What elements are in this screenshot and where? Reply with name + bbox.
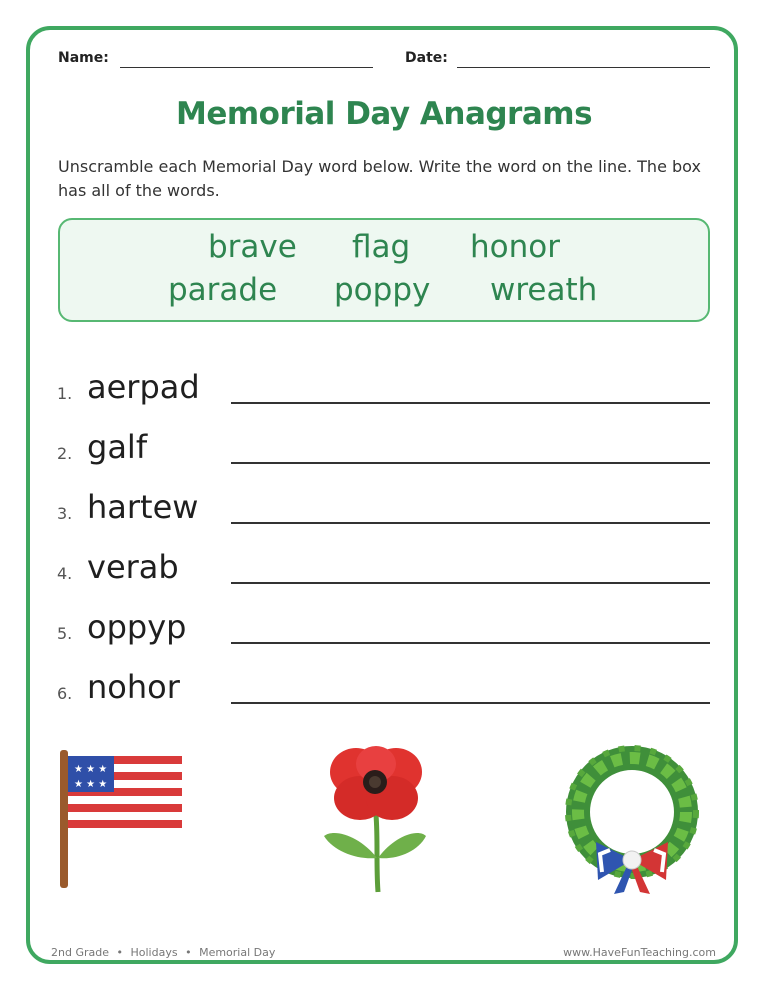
footer-topic: Memorial Day: [199, 946, 276, 959]
footer-separator: •: [116, 946, 123, 959]
answer-line[interactable]: [231, 462, 710, 464]
poppy-flower-icon: [320, 740, 430, 895]
word-bank-item: parade: [168, 272, 278, 308]
footer-subject: Holidays: [130, 946, 178, 959]
answer-line[interactable]: [231, 522, 710, 524]
svg-text:★ ★ ★: ★ ★ ★: [74, 779, 108, 790]
svg-text:★ ★ ★: ★ ★ ★: [74, 764, 108, 775]
footer-separator: •: [185, 946, 192, 959]
scrambled-word: aerpad: [87, 368, 200, 406]
word-bank-item: poppy: [334, 272, 431, 308]
answer-line[interactable]: [231, 402, 710, 404]
scrambled-word: nohor: [87, 668, 180, 706]
answer-line[interactable]: [231, 642, 710, 644]
word-bank-item: honor: [470, 229, 560, 265]
date-field[interactable]: [457, 67, 710, 68]
page-title: Memorial Day Anagrams: [175, 96, 593, 132]
footer-grade: 2nd Grade: [51, 946, 109, 959]
scrambled-word: galf: [87, 428, 148, 466]
word-bank-item: brave: [208, 229, 297, 265]
item-number: 2.: [57, 444, 73, 463]
name-field[interactable]: [120, 67, 373, 68]
wreath-icon: [552, 742, 712, 898]
name-label: Name:: [58, 50, 109, 66]
item-number: 4.: [57, 564, 73, 583]
scrambled-word: hartew: [87, 488, 199, 526]
footer-breadcrumb: [51, 946, 275, 959]
word-bank-item: flag: [352, 229, 411, 265]
item-number: 3.: [57, 504, 73, 523]
scrambled-word: verab: [87, 548, 179, 586]
scrambled-word: oppyp: [87, 608, 187, 646]
footer-website[interactable]: www.HaveFunTeaching.com: [563, 946, 716, 959]
american-flag-icon: [56, 748, 188, 890]
item-number: 5.: [57, 624, 73, 643]
date-label: Date:: [405, 50, 448, 66]
answer-line[interactable]: [231, 702, 710, 704]
item-number: 6.: [57, 684, 73, 703]
answer-line[interactable]: [231, 582, 710, 584]
item-number: 1.: [57, 384, 73, 403]
word-bank: [58, 218, 710, 322]
instructions: Unscramble each Memorial Day word below. Write the word on the line. The box has all of the words.: [58, 157, 701, 200]
word-bank-item: wreath: [490, 272, 598, 308]
